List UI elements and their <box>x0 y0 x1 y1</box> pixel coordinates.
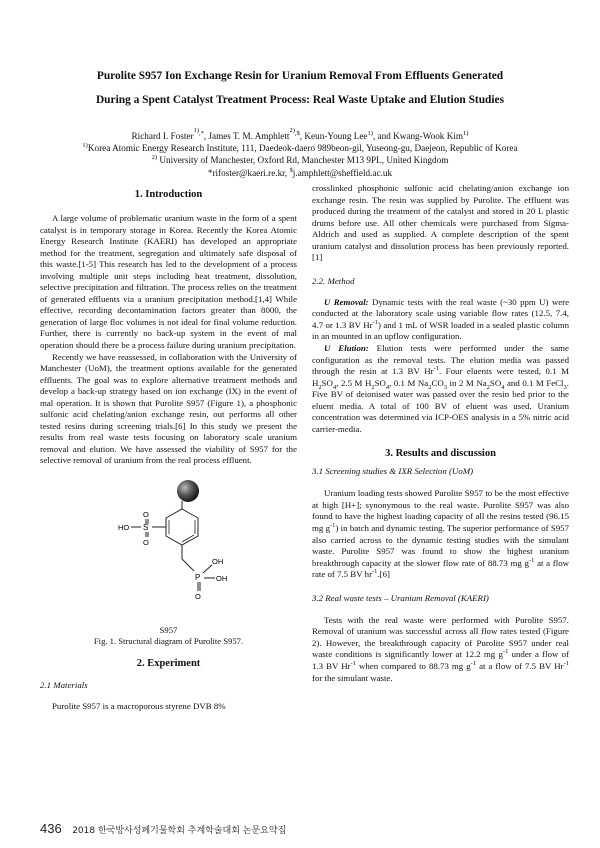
figure-label: S957 <box>159 624 178 635</box>
materials-paragraph-continued: crosslinked phosphonic sulfonic acid chelating/anion exchange ion exchange resin. The resin was supplied by Purolite. The effluent was produced during the treatment of the catalyst and stored in 20 L plastic drums before use. All other chemicals were purchased from Sigma-Aldrich and used as supplied. A complete description of the spent uranium catalyst and dissolution process has been previously reported.[1] <box>312 183 569 263</box>
subsection-heading-method: 2.2. Method <box>312 275 355 286</box>
phosphorus-label: P <box>195 573 201 583</box>
affiliation-1: $^{1)}$Korea Atomic Energy Research Institute, 111, Daedeok-daero 989beon-gil, Yuseong-gu, Daejeon, Republic of Korea <box>82 142 518 154</box>
intro-paragraph-2: Recently we have reassessed, in collaboration with the University of Manchester (UoM), the treatment options available for the generated effluents. The goal was to explore alternative treatment methods and develop a back-up strategy based on ion exchange (IX) in the event of mal operation. It is shown that Purolite S957 (Figure 1), a phosphonic sulfonic acid chelating/anion exchange resin, out performs all other tested resins during screening trials.[6] In this study we present the results from real waste tests focusing on laboratory scale uranium removal and elution. We have assessed the viability of S957 for the selective removal of uranium from the real process effluent. <box>40 351 297 466</box>
hydroxyl-label-right: OH <box>216 574 228 584</box>
results-screening-paragraph: Uranium loading tests showed Purolite S957 to be the most effective at high [H+]; synonymous to the real waste. Purolite S957 was also found to have the highest loading capacity of all the resins tested (96.15 mg $g^{-1}$) in batch and dynamic testing. The superior performance of S957 also carried across to the dynamic testing studies with the simulant waste. Purolite S957 was found to show the highest uranium breakthrough capacity at the slower flow rate of 88.73 mg $g^{-1}$ at a flow rate of 7.5 BV $hr^{-1}.[6]$ <box>312 488 570 580</box>
hydroxyl-label-left: HO <box>118 523 130 533</box>
structure-diagram <box>40 479 297 619</box>
page-footer <box>40 821 286 836</box>
benzene-ring <box>166 509 198 545</box>
oxygen-label-top: O <box>143 510 149 520</box>
left-column <box>40 188 297 712</box>
section-heading-introduction: 1. Introduction <box>134 189 203 200</box>
author-emails: *rifoster@kaeri.re.kr, $j.amphlett@sheffield.ac.uk <box>207 166 393 178</box>
subsection-heading-screening: 3.1 Screening studies & IXR Selection (UoM) <box>312 466 474 477</box>
resin-bead-icon <box>177 480 199 502</box>
affiliation-2: $^{2)}$ University of Manchester, Oxford Rd, Manchester M13 9PL, United Kingdom <box>151 154 449 166</box>
materials-paragraph-start: Purolite S957 is a macroporous styrene DVB 8% <box>52 700 226 711</box>
method-u-elution: U Elution: Elution tests were performed under the same configuration as the removal tests. The elution media was passed through the resin at 1.3 BV $Hr^{-1}$. Four eluents were tested, 0.1 M $H_2SO_4$, 2.5 M $H_2SO_4$, 0.1 M $Na_2CO_3$ in 2 M $Na_2SO_4$ and 0.1 M FeCl$_3$. Five BV of deionised water was passed over the resin bed prior to the eluent media. A total of 100 BV of eluent was used. Uranium concentration was determined via ICP-OES analysis in a 5% nitric acid carrier-media. <box>312 343 569 434</box>
figure-caption: Fig. 1. Structural diagram of Purolite S957. <box>93 635 244 646</box>
method-u-removal: U Removal: Dynamic tests with the real waste (~30 ppm U) were conducted at the laboratory scale using variable flow rates (12.5, 7.4, 4.7 or 1.3 BV $Hr^{-1}$) and 1 mL of WSR loaded in a sealed plastic column in an mounted in an upflow configuration. <box>312 296 570 342</box>
oxygen-label-bottom: O <box>143 538 149 548</box>
results-real-waste-paragraph: Tests with the real waste were performed with Purolite S957. Removal of uranium was successful across all flow rates tested (Figure 2). However, the breakthrough capacity of Purolite S957 under real waste conditions is significantly lower at 12.2 mg $g^{-1}$ under a flow of 1.3 BV $Hr^{-1}$ when compared to 88.73 mg $g^{-1}$ at a flow of 7.5 BV $Hr^{-1}$ for the simulant waste. <box>312 614 570 683</box>
subsection-heading-real-waste: 3.2 Real waste tests – Uranium Removal (KAERI) <box>312 592 489 603</box>
author-list: Richard I. Foster$^{^{1)},*}$, James T. M. Amphlett$^{^{2)},\$}$, Keun-Young Lee$^{1)}$, and Kwang-Wook Kim$^{1)}$ <box>131 126 469 141</box>
intro-paragraph-1: A large volume of problematic uranium waste in the form of a spent catalyst is in temporary storage in Korea. Recently the Korea Atomic Energy Research Institute (KAERI) has developed an appropriate method for the treatment, segregation and ultimately safe disposal of this waste.[1-5] This research has led to the development of a process involving multiple unit steps including heat treatment, dissolution, selective precipitation and filtration. The process relies on the treatment of generated effluents via a uranium precipitation method.[1,4] While effective, recording decontamination factors greater than 8000, the generation of large floc volumes is not ideal for final volume reduction. Further, there is currently no back-up system in the event of mal operation should there be a process failure during uranium precipitation. <box>40 213 297 351</box>
conference-name: 2018 한국방사성폐기물학회 추계학술대회 논문요약집 <box>72 826 287 836</box>
figure-1 <box>40 479 297 647</box>
subsection-heading-materials: 2.1 Materials <box>40 679 88 690</box>
paper-title-line-2: During a Spent Catalyst Treatment Process: Real Waste Uptake and Elution Studies <box>95 94 505 106</box>
author-block <box>30 126 570 179</box>
page-number: 436 <box>40 821 62 836</box>
paper-title-line-1: Purolite S957 Ion Exchange Resin for Uranium Removal From Effluents Generated <box>96 70 504 82</box>
right-column <box>312 183 569 684</box>
section-heading-experiment: 2. Experiment <box>136 657 201 669</box>
section-heading-results: 3. Results and discussion <box>385 448 496 460</box>
hydroxyl-label-top: OH <box>212 557 224 567</box>
sulfur-label: S <box>143 523 149 533</box>
phosphoryl-oxygen-label: O <box>195 592 201 602</box>
